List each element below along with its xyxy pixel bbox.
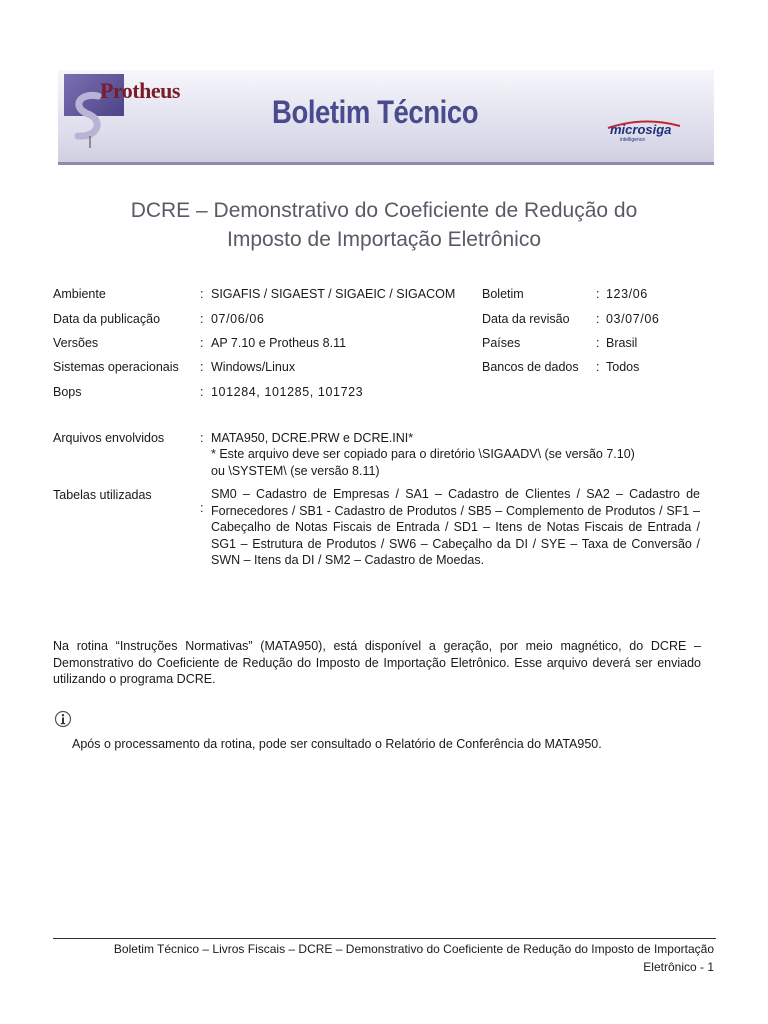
- colon: :: [596, 312, 600, 326]
- ambiente-label: Ambiente: [53, 287, 106, 301]
- logo-text: Protheus: [100, 78, 180, 103]
- boletim-label: Boletim: [482, 287, 524, 301]
- colon: :: [200, 287, 204, 301]
- boletim-value: 123/06: [606, 287, 648, 301]
- paises-value: Brasil: [606, 336, 638, 350]
- brand-logo: microsiga: [610, 122, 672, 137]
- data-revisao-label: Data da revisão: [482, 312, 570, 326]
- colon: :: [596, 360, 600, 374]
- brand-subtitle: intelligence: [620, 137, 646, 143]
- paises-label: Países: [482, 336, 521, 350]
- meta-row-data: [0, 311, 768, 328]
- arquivos-note-row-2: [0, 463, 768, 480]
- bops-label: Bops: [53, 385, 82, 399]
- sistemas-value: Windows/Linux: [211, 360, 296, 374]
- banner-title: Boletim Técnico: [272, 94, 479, 130]
- arquivos-note-1: * Este arquivo deve ser copiado para o diretório \SIGAADV\ (se versão 7.10): [211, 447, 635, 461]
- arquivos-note-2: ou \SYSTEM\ (se versão 8.11): [211, 464, 380, 478]
- colon: :: [200, 385, 204, 399]
- arquivos-note-row-1: [0, 446, 768, 463]
- footer: [53, 940, 714, 976]
- ambiente-value: SIGAFIS / SIGAEST / SIGAEIC / SIGACOM: [211, 287, 456, 301]
- data-publicacao-label: Data da publicação: [53, 312, 161, 326]
- footer-line-1: Boletim Técnico – Livros Fiscais – DCRE – Demonstrativo do Coeficiente de Redução do Imposto de Importação: [113, 942, 714, 956]
- bancos-value: Todos: [606, 360, 640, 374]
- tabelas-value: SM0 – Cadastro de Empresas / SA1 – Cadastro de Clientes / SA2 – Cadastro de Fornecedores / SB1 - Cadastro de Produtos / SB5 – Complemento de Produtos / SF1 – Cabeçalho de Notas Fiscais de Entrada / SD1 – Itens de Notas Fiscais de Entrada / SG1 – Estrutura de Produtos / SW6 – Cabeçalho da DI / SYE – Taxa de Conversão / SWN – Itens da DI / SM2 – Cadastro de Moedas.: [211, 487, 700, 568]
- colon: :: [200, 501, 204, 515]
- sistemas-label: Sistemas operacionais: [53, 360, 179, 374]
- header-banner: [58, 70, 714, 165]
- arquivos-value: MATA950, DCRE.PRW e DCRE.INI*: [211, 431, 414, 445]
- intro-paragraph: Na rotina “Instruções Normativas” (MATA950), está disponível a geração, por meio magnético, do DCRE – Demonstrativo do Coeficiente de Redução do Imposto de Importação Eletrônico. Esse arquivo deverá ser enviado utilizando o programa DCRE.: [53, 639, 701, 687]
- footer-divider: [53, 938, 716, 939]
- colon: :: [200, 312, 204, 326]
- meta-row-sistemas: [0, 359, 768, 376]
- data-publicacao-value: 07/06/06: [211, 312, 265, 326]
- footer-line-2: Eletrônico - 1: [643, 960, 714, 974]
- meta-row-versoes: [0, 335, 768, 352]
- arquivos-label: Arquivos envolvidos: [53, 431, 165, 445]
- versoes-label: Versões: [53, 336, 99, 350]
- colon: :: [200, 431, 204, 445]
- note-text: Após o processamento da rotina, pode ser consultado o Relatório de Conferência do MATA950.: [72, 737, 602, 751]
- title-line-2: Imposto de Importação Eletrônico: [227, 228, 541, 251]
- protheus-logo: [64, 74, 194, 158]
- data-revisao-value: 03/07/06: [606, 312, 660, 326]
- versoes-value: AP 7.10 e Protheus 8.11: [211, 336, 347, 350]
- meta-row-arquivos: [0, 430, 768, 447]
- info-icon: [54, 710, 72, 728]
- tabelas-label: Tabelas utilizadas: [53, 488, 152, 502]
- colon: :: [200, 336, 204, 350]
- title-line-1: DCRE – Demonstrativo do Coeficiente de Redução do: [130, 199, 638, 222]
- colon: :: [200, 360, 204, 374]
- colon: :: [596, 336, 600, 350]
- bancos-label: Bancos de dados: [482, 360, 579, 374]
- meta-row-ambiente: [0, 286, 768, 303]
- bops-value: 101284, 101285, 101723: [211, 385, 364, 399]
- colon: :: [596, 287, 600, 301]
- meta-row-bops: [0, 384, 768, 401]
- document-title: [54, 196, 714, 254]
